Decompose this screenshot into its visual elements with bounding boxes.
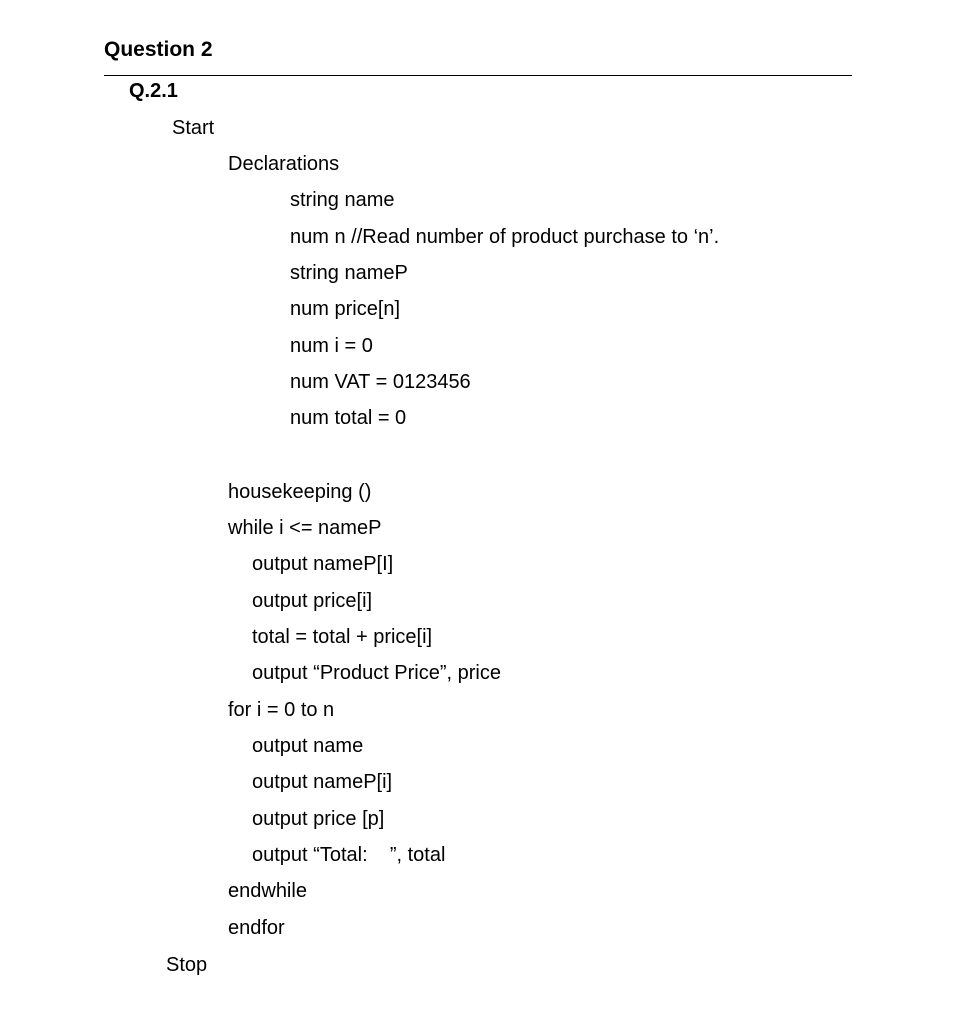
declaration-line: num VAT = 0123456	[290, 371, 471, 393]
declaration-line: num total = 0	[290, 407, 407, 429]
code-line: output price [p]	[252, 808, 385, 830]
code-line: output nameP[I]	[252, 553, 394, 575]
code-line: output price[i]	[252, 590, 373, 612]
code-line: for i = 0 to n	[228, 699, 335, 721]
code-line: output “Product Price”, price	[252, 662, 501, 684]
code-line: output nameP[i]	[252, 771, 393, 793]
declaration-line: num price[n]	[290, 298, 401, 320]
code-line: while i <= nameP	[228, 517, 382, 539]
declaration-line: num i = 0	[290, 335, 373, 357]
pseudocode-start: Start	[172, 117, 215, 139]
heading-divider	[104, 75, 852, 76]
declaration-line: string name	[290, 189, 395, 211]
pseudocode-stop: Stop	[166, 954, 208, 976]
question-heading: Question 2	[104, 38, 213, 61]
declarations-label: Declarations	[228, 153, 340, 175]
code-line: endwhile	[228, 880, 307, 902]
declaration-line: string nameP	[290, 262, 408, 284]
question-subheading: Q.2.1	[129, 80, 178, 102]
code-line: housekeeping ()	[228, 481, 372, 503]
code-line: endfor	[228, 917, 285, 939]
code-line: total = total + price[i]	[252, 626, 433, 648]
declaration-line: num n //Read number of product purchase to ‘n’.	[290, 226, 720, 248]
code-line: output name	[252, 735, 364, 757]
code-line: output “Total: ”, total	[252, 844, 446, 866]
